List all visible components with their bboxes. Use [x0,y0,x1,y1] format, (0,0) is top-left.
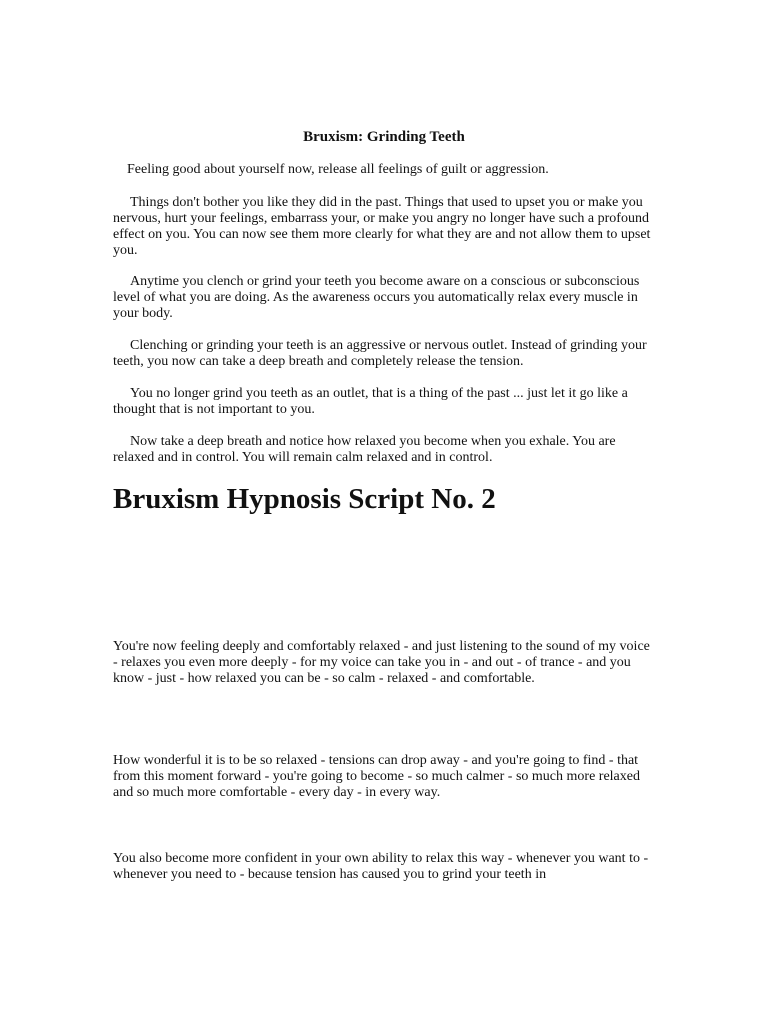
script-2-heading: Bruxism Hypnosis Script No. 2 [113,483,496,515]
paragraph-intro: Feeling good about yourself now, release all feelings of guilt or aggression. [127,162,549,177]
paragraph-things-dont-bother: Things don't bother you like they did in the past. Things that used to upset you or make you nervous, hurt your feelings, embarrass your, or make you angry no longer have such a profound effect on you. You can now see them more clearly for what they are and not allow them to upset you. [113,195,651,258]
paragraph-no-longer-grind: You no longer grind you teeth as an outlet, that is a thing of the past ... just let it go like a thought that is not important to you. [113,386,628,417]
script-2-paragraph-relaxed: You're now feeling deeply and comfortably relaxed - and just listening to the sound of my voice - relaxes you even more deeply - for my voice can take you in - and out - of trance - and you know - just - how relaxed you can be - so calm - relaxed - and comfortable. [113,639,650,686]
paragraph-deep-breath: Now take a deep breath and notice how relaxed you become when you exhale. You are relaxed and in control. You will remain calm relaxed and in control. [113,434,616,465]
paragraph-aggressive-outlet: Clenching or grinding your teeth is an aggressive or nervous outlet. Instead of grinding your teeth, you now can take a deep breath and completely release the tension. [113,338,647,369]
document-title: Bruxism: Grinding Teeth [303,129,465,145]
paragraph-clench-awareness: Anytime you clench or grind your teeth you become aware on a conscious or subconscious level of what you are doing. As the awareness occurs you automatically relax every muscle in your body. [113,274,640,321]
script-2-paragraph-wonderful: How wonderful it is to be so relaxed - tensions can drop away - and you're going to find - that from this moment forward - you're going to become - so much calmer - so much more relaxed and so much more comfortable - every day - in every way. [113,753,640,800]
script-2-paragraph-confident: You also become more confident in your own ability to relax this way - whenever you want to - whenever you need to - because tension has caused you to grind your teeth in [113,851,649,882]
